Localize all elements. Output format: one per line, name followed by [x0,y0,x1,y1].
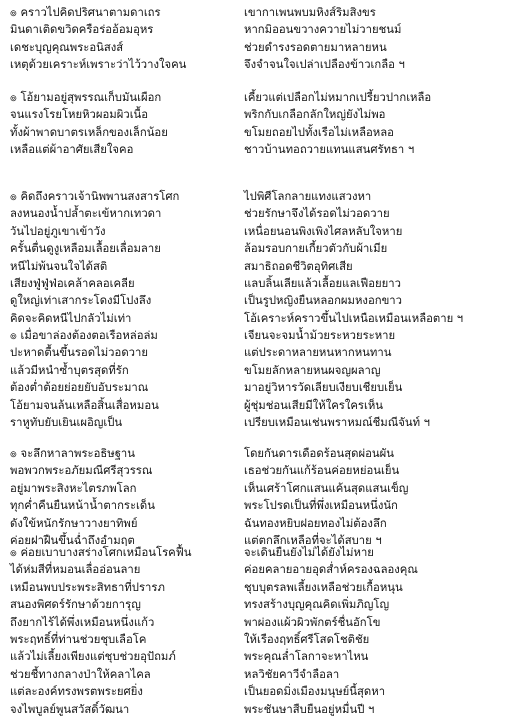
verse-second-half: ชาวบ้านทอถวายแทนแสนศรัทธา ฯ [244,143,415,157]
verse-line [0,327,515,344]
verse-line [0,445,515,462]
verse-second-half: ช่วยดำรงรอดตายมาหลายหน [244,40,387,54]
verse-first-half: ๏ ค่อยเบาบางสร่างโศกเหมือนโรคฟื้น [10,546,192,559]
verse-line [0,648,515,665]
verse-second-half: แต่ประดาหลายหนหากหนทาน [244,346,392,360]
verse-first-half: ทุกค่ำคืนยืนหน้าน้ำตากระเด็น [10,499,155,513]
verse-first-half: เหมือนพบประพระสิทธาที่ปรารภ [10,580,165,594]
verse-second-half: ล้อมรอบกายเกี้ยวตัวกับผ้าเมีย [244,242,388,256]
verse-line [0,631,515,648]
verse-line [0,292,515,309]
verse-line [0,480,515,497]
verse-second-half: พริกกับเกลือกลักใหญ่ยังไม่พอ [244,108,386,122]
verse-first-half: ราหูทับยับเยินเผอิญเป็น [10,415,123,429]
verse-first-half: ปะหาดตื้นขึ้นรอดไม่วอดวาย [10,346,148,360]
verse-first-half: แล้วมีหนำซ้ำบุตรสุดที่รัก [10,363,129,377]
verse-first-half: ทั้งผ้าพาดบาตรเหล็กของเล็กน้อย [10,125,168,139]
verse-first-half: จนแรงโรยโหยหิวผอมผิวเนื้อ [10,108,149,122]
verse-second-half: เปรียบเหมือนเช่นพราหมณ์ชีมณีจันท์ ฯ [244,415,430,429]
verse-first-half: ดังใข้หนักรักษาวางยาทิพย์ [10,516,138,530]
verse-first-half: เดชะบุญคุณพระอนิสงส์ [10,40,124,54]
verse-line [0,579,515,596]
verse-line [0,89,515,106]
verse-first-half: อยู่มาพระสิงหะไตรภพโลก [10,481,137,495]
verse-line [0,223,515,240]
verse-first-half: ได้ห่มสีที่หมอนเลื่ออ่อนลาย [10,563,141,577]
verse-first-half: ต้องต่ำต้อยย่อยยับอับระมาณ [10,381,149,395]
stanza [0,4,515,74]
verse-second-half: เจียนจะจมน้ำม้วยระหวยระหาย [244,329,396,342]
verse-second-half: มาอยู่วิหารวัดเลียบเงียบเชียบเย็น [244,381,403,395]
verse-second-half: ทรงสร้างบุญคุณคิดเพิ่มภิญโญ [244,598,390,612]
verse-first-half: พระฤทธิ์ที่ท่านช่วยชุบเลือโค [10,632,147,646]
verse-first-half: จงไพบูลย์พูนสวัสดิ์วัฒนา [10,702,130,716]
verse-first-half: ๏ จะลึกหาลาพระอธิษฐาน [10,447,135,460]
verse-second-half: แต่ตกลึกเหลือที่จะได้สบาย ฯ [244,533,382,547]
verse-first-half: ๏ โอ้ยามอยู่สุพรรณเก็บมันเผือก [10,91,162,104]
verse-line [0,397,515,414]
verse-first-half: ๏ คราวไปคิดปริศนาตามดาเถร [10,6,161,19]
stanza [0,327,515,431]
verse-first-half: ค่อยฝาฝืนขึ้นฉ่ำถึงอำมฤต [10,533,135,547]
verse-first-half: มินดาเติดขวิดครือร่ออ้อมอุหร [10,23,154,37]
verse-line [0,683,515,700]
verse-line [0,614,515,631]
verse-second-half: เขากาเพนพบมหิงส์ริมสิงขร [244,6,376,19]
verse-line [0,414,515,431]
verse-first-half: สนองพิศดร์รักษาด้วยการุญ [10,598,141,612]
verse-first-half: เหตุด้วยเคราะห์เพราะว่าไว้วางใจคน [10,58,187,72]
verse-first-half: ถึงยากไร้ได้พึ่งเหมือนหนึ่งแก้ว [10,615,155,629]
verse-first-half: ๏ คิดถึงคราวเจ้านิพพานสงสารโศก [10,190,180,203]
verse-second-half: เห็นเศร้าโศกแสนแค้นสุดแสนเข็ญ [244,481,409,495]
verse-first-half: พอพวกพระอภัยมณีศรีสุวรรณ [10,464,153,478]
verse-second-half: เป็นยอดมิ่งเมืองมนุษย์นี้สุดหา [244,685,386,699]
verse-second-half: จึงจำจนใจเปล่าเปลืองข้าวเกลือ ฯ [244,58,405,72]
verse-second-half: ขโมยถอยไปทั้งเรือไม่เหลือหลอ [244,125,394,139]
verse-first-half: ช่วยชี้ทางกลางป่าให้คลาไคล [10,667,151,681]
verse-line [0,701,515,718]
stanza [0,89,515,159]
verse-second-half: โอ้เคราะห์คราวขึ้นไปเหนือเหมือนเหลือตาย ฯ [244,311,464,325]
verse-second-half: ค่อยคลายอายอุดส่ำห์ครองฉลองคุณ [244,563,418,577]
verse-line [0,106,515,123]
verse-first-half: หนีไม่พ้นจนใจได้สติ [10,259,108,273]
verse-second-half: เหนื่อยนอนพิงเพิงไศลหลับใจหาย [244,224,403,238]
verse-line [0,596,515,613]
verse-second-half: สมาธิถอดชีวิตอุทิศเสีย [244,259,353,273]
verse-line [0,4,515,21]
verse-line [0,240,515,257]
verse-second-half: ขโมยลักหลายหนผจญผลาญ [244,363,381,377]
verse-line [0,258,515,275]
verse-first-half: วันไปอยู่ภูเขาเข้าวัง [10,224,106,238]
verse-line [0,275,515,292]
verse-second-half: เคี้ยวแต่เปลือกไม่หมากเปรี้ยวปากเหลือ [244,91,432,104]
verse-line [0,379,515,396]
stanza [0,188,515,327]
verse-line [0,310,515,327]
verse-second-half: เธอช่วยกันแก้ร้อนค่อยหย่อนเย็น [244,464,400,478]
verse-line [0,39,515,56]
verse-first-half: ลงหนองน้ำปล้ำตะเข้หากเทวดา [10,207,162,221]
verse-second-half: แลบลิ้นเลียแล้วเลื้อยแลเฟือยยาว [244,276,401,290]
verse-second-half: ฉันทองหยิบฝอยทองไม่ต้องลึก [244,516,387,530]
verse-line [0,462,515,479]
verse-first-half: โอ้ยามจนล้นเหลือสิ้นเสื่อหมอน [10,398,159,412]
stanza [0,544,515,718]
verse-second-half: จะเดินยืนยังไม่ได้ยังไม่หาย [244,546,374,559]
verse-second-half: พระคุณล่ำโลกาจะหาไหน [244,650,369,664]
verse-line [0,205,515,222]
verse-second-half: พระชันษาสืบยืนอยู่หมื่นปี ฯ [244,702,375,716]
verse-line [0,56,515,73]
verse-first-half: แล้วไม่เลี้ยงเพียงแต่ชุบช่วยอุปัถมภ์ [10,650,176,664]
verse-line [0,362,515,379]
verse-line [0,188,515,205]
verse-second-half: โดยกันดารเดือดร้อนสุดผ่อนผัน [244,447,394,460]
verse-line [0,124,515,141]
verse-second-half: พาผ่องแผ้วผิวพักตร์ชื่นอักโข [244,615,381,629]
verse-first-half: ๏ เมื่อขาล่องต้องตอเรือหล่อล่ม [10,329,158,342]
verse-second-half: พระโปรดเป็นที่พึ่งเหมือนหนึ่งนัก [244,499,398,513]
verse-second-half: ชุบบุตรลพเลี้ยงเหลือช่วยเกื้อหนุน [244,580,403,594]
verse-second-half: เป็นรูปหญิงยืนหลอกผมหงอกขาว [244,294,402,308]
verse-line [0,497,515,514]
verse-line [0,544,515,561]
verse-second-half: ผู้ชุ่มช่อนเสียมีให้ใครใครเห็น [244,398,384,412]
verse-first-half: เหลือแต่ผ้าอาศัยเสียใจคอ [10,143,134,157]
verse-second-half: ให้เรืองฤทธิ์ศรีโสดโชติชัย [244,632,370,646]
verse-second-half: หากมิออนขวางควายไม่วายชนม์ [244,23,402,37]
verse-line [0,141,515,158]
verse-first-half: ดูใหญ่เท่าเสากระโดงมีโปงลึง [10,294,152,308]
verse-second-half: ช่วยรักษาจึงได้รอดไม่วอดวาย [244,207,390,221]
verse-line [0,561,515,578]
verse-line [0,21,515,38]
verse-line [0,344,515,361]
verse-second-half: หลวิชัยคาวีจำลือลา [244,667,340,681]
verse-second-half: ไปพิศีโลกลายแทงแสวงหา [244,190,372,203]
verse-first-half: ครั้นตื่นดูงูเหลือมเลื้อยเลื่อมลาย [10,242,161,256]
verse-first-half: คิดจะคิดหนีไปกลัวไม่เท่า [10,311,132,325]
verse-line [0,515,515,532]
stanza [0,445,515,549]
verse-first-half: เสียงฟู่ฟู่ฟ่อเคล้าคลอเคลีย [10,276,135,290]
verse-first-half: แต่ละองค์ทรงพรตพระยศยิ่ง [10,685,143,699]
verse-line [0,666,515,683]
